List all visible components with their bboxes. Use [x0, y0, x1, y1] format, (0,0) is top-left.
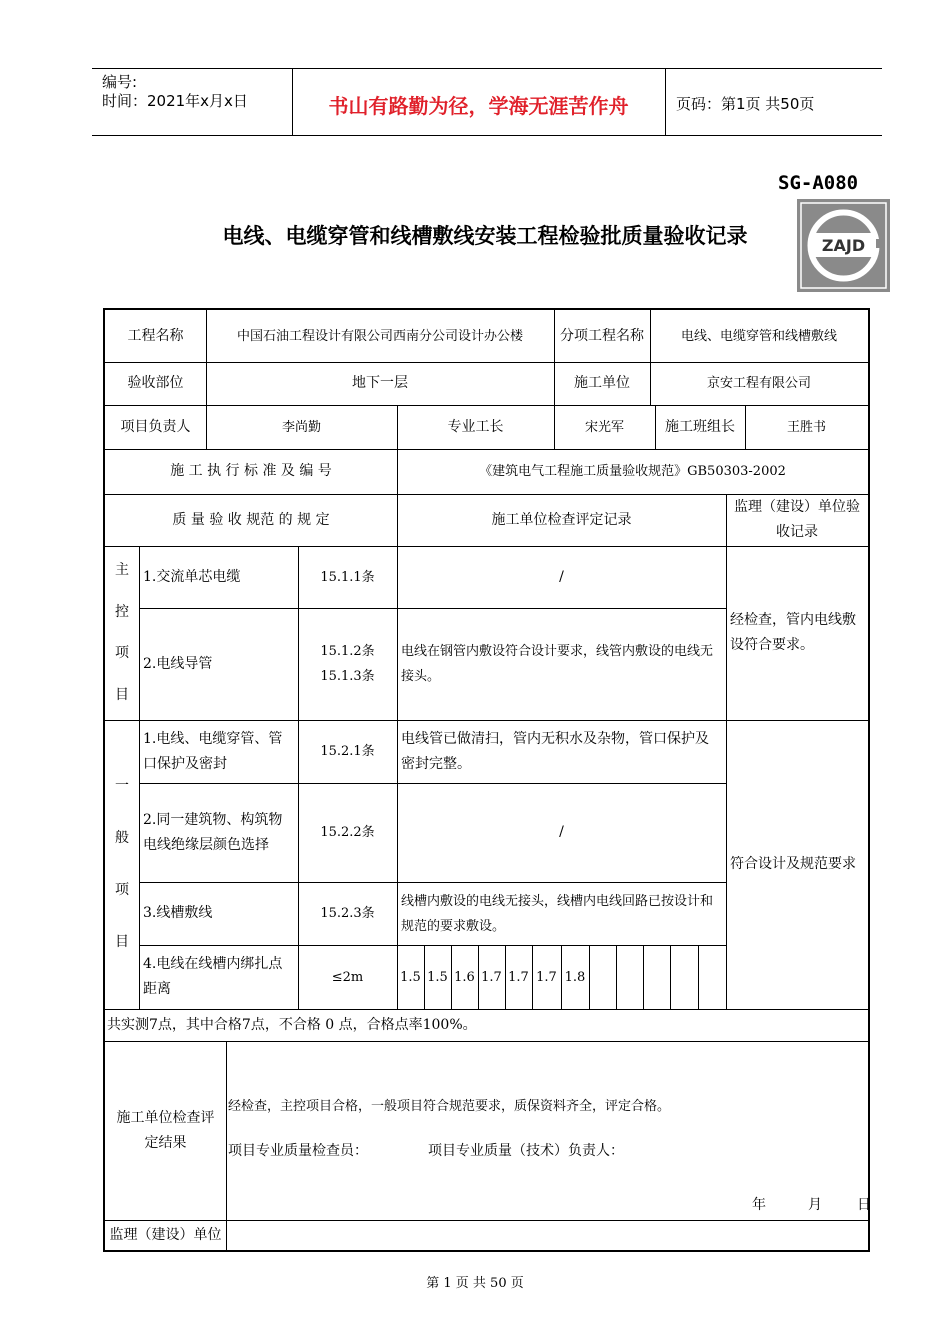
general-items-group: 一 般 项 目	[115, 777, 129, 951]
logo-icon	[797, 199, 890, 292]
main-item-name: 1.交流单芯电缆	[143, 568, 241, 585]
record-column-header: 施工单位检查评定记录	[491, 511, 632, 528]
measurement-cell: 1.7	[481, 969, 502, 985]
general-item-record: 电线管已做清扫，管内无积水及杂物，管口保护及密封完整。	[401, 730, 709, 772]
location: 地下一层	[352, 375, 408, 391]
header-divider	[665, 68, 666, 135]
page-footer: 第 1 页 共 50 页	[426, 1276, 524, 1291]
logo-text: ZAJD	[821, 236, 866, 255]
standard-label: 施 工 执 行 标 准 及 编 号	[170, 463, 332, 479]
measurement-cell: 1.6	[454, 969, 475, 985]
team-leader-label: 施工班组长	[665, 418, 735, 435]
supervisor-label: 监理（建设）单位	[109, 1226, 222, 1243]
measurement-cell	[589, 945, 616, 1009]
measurement-cell	[698, 945, 726, 1009]
spec-column-header: 质 量 验 收 规范 的 规 定	[172, 511, 330, 528]
main-item-clause: 15.1.1条	[320, 569, 375, 585]
company-logo	[797, 199, 890, 292]
measurement-cell: 1.7	[536, 969, 557, 985]
measurement-cell: 1.7	[508, 969, 529, 985]
standard: 《建筑电气工程施工质量验收规范》GB50303-2002	[479, 464, 786, 479]
main-item-name: 2.电线导管	[143, 655, 213, 672]
date-year: 年	[752, 1197, 766, 1213]
measurement-cell	[616, 945, 643, 1009]
measurement-cell: 1.5	[400, 969, 421, 985]
contractor: 京安工程有限公司	[706, 376, 811, 391]
general-item-clause: 15.2.2条	[320, 825, 375, 840]
general-item-record: 线槽内敷设的电线无接头，线槽内电线回路已按设计和规范的要求敷设。	[401, 893, 714, 934]
measurement-cell	[670, 945, 698, 1009]
motto: 书山有路勤为径，学海无涯苦作舟	[328, 94, 629, 118]
general-item-clause: ≤2m	[331, 969, 364, 985]
project-name: 中国石油工程设计有限公司西南分公司设计办公楼	[236, 328, 523, 344]
general-supervisor-result: 符合设计及规范要求	[730, 856, 856, 872]
header-top-rule	[92, 68, 882, 69]
subitem-label: 分项工程名称	[560, 327, 644, 344]
inspector-label: 项目专业质量检查员：	[228, 1143, 368, 1159]
contractor-result-label: 施工单位检查评定结果	[116, 1109, 215, 1151]
main-item-record: 电线在钢管内敷设符合设计要求，线管内敷设的电线无接头。	[401, 644, 714, 684]
measurement-cell: 1.5	[427, 969, 448, 985]
general-item-name: 4.电线在线槽内绑扎点距离	[143, 956, 283, 997]
pm: 李尚勤	[281, 419, 321, 435]
measurement-cell	[643, 945, 670, 1009]
page-info: 页码：第1页 共50页	[676, 95, 815, 113]
summary: 共实测7点，其中合格7点，不合格 0 点，合格点率100%。	[107, 1016, 477, 1033]
project-name-label: 工程名称	[127, 327, 184, 344]
supervisor-column-header: 监理（建设）单位验收记录	[734, 499, 860, 540]
general-item-clause: 15.2.1条	[320, 744, 375, 759]
date-month: 月	[808, 1197, 822, 1213]
number-label: 编号:	[102, 73, 138, 91]
foreman-label: 专业工长	[447, 418, 504, 435]
subitem: 电线、电缆穿管和线槽敷线	[680, 328, 837, 344]
general-item-name: 2.同一建筑物、构筑物电线绝缘层颜色选择	[143, 811, 283, 853]
general-item-name: 1.电线、电缆穿管、管口保护及密封	[143, 730, 283, 772]
team-leader: 王胜书	[786, 419, 826, 435]
foreman: 宋光军	[584, 419, 624, 435]
tech-lead-label: 项目专业质量（技术）负责人：	[428, 1143, 624, 1159]
contractor-label: 施工单位	[574, 375, 630, 391]
inspection-table	[103, 308, 870, 1252]
main-items-group: 主 控 项 目	[115, 562, 129, 703]
general-item-name: 3.线槽敷线	[143, 905, 213, 921]
time-label: 时间：2021年x月x日	[102, 92, 248, 110]
header-bottom-rule	[92, 135, 882, 136]
main-item-clause: 15.1.2条 15.1.3条	[320, 644, 375, 684]
date-day: 日	[857, 1197, 871, 1213]
location-label: 验收部位	[127, 375, 184, 391]
doc-code: SG-A080	[778, 172, 859, 194]
general-item-clause: 15.2.3条	[320, 906, 375, 921]
pm-label: 项目负责人	[120, 418, 191, 435]
measurement-cell: 1.8	[564, 969, 586, 985]
contractor-result-text: 经检查，主控项目合格，一般项目符合规范要求，质保资料齐全，评定合格。	[228, 1099, 671, 1114]
page-title: 电线、电缆穿管和线槽敷线安装工程检验批质量验收记录	[222, 224, 748, 248]
main-supervisor-result: 经检查，管内电线敷设符合要求。	[730, 612, 856, 653]
general-item-record: /	[559, 824, 564, 840]
main-item-record: /	[559, 568, 564, 585]
